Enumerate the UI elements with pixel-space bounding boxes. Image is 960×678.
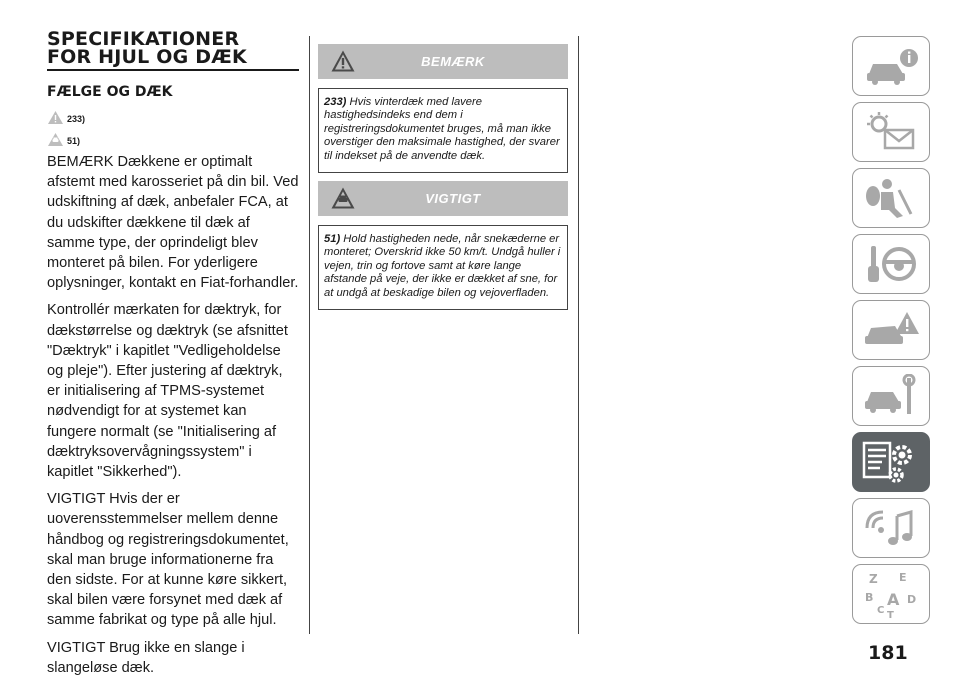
svg-text:A: A [887, 590, 900, 609]
key-steering-wheel-icon [861, 242, 921, 286]
warning-triangle-icon [330, 49, 356, 73]
warning-banner [318, 181, 568, 216]
heading-underline [47, 69, 299, 71]
airbag-seat-icon [861, 176, 921, 220]
warning-box-text: Hold hastigheden nede, når snekæderne er monteret; Overskrid ikke 50 km/t. Undgå huller i vejen, trin og fortove samt at køre lange afstande på veje, der ikke er dækket af sne, for at undgå at beskadige bilen og vejoverfladen. [324, 233, 561, 299]
svg-text:E: E [899, 571, 907, 584]
note-box-text: Hvis vinterdæk med lavere hastighedsindeks end dem i registreringsdokumentet bruges, må man ikke overstiger den maksimale hastighed, der svarer til indekset på de anvendte dæk. [324, 96, 560, 162]
chapter-tab-technical-data[interactable] [852, 432, 930, 492]
warning-triangle-icon [47, 110, 64, 125]
paragraph-1: BEMÆRK Dækkene er optimalt afstemt med karosseriet på din bil. Ved udskiftning af dæk, anbefaler FCA, at du udskifter dækkene til dæk af samme type, der oprindeligt blev monteret på bilen. For yderligere oplysninger, kontakt en Fiat-forhandler. [47, 154, 299, 292]
paragraph-2: Kontrollér mærkaten for dæktryk, for dækstørrelse og dæktryk (se afsnittet "Dæktryk" i kapitlet "Vedligeholdelse og pleje"). Efter justering af dæktryk, er initialisering af TPMS-systemet nødvendigt for at systemet kan fungere normalt (se "Initialisering af dæktryksovervågningssystem" i kapitlet "Sikkerhed"). [47, 302, 288, 481]
note-reference [47, 103, 299, 125]
chapter-tab-maintenance[interactable] [852, 366, 930, 426]
media-music-icon [861, 506, 921, 550]
chapter-tab-car-info[interactable] [852, 36, 930, 96]
subsection-heading: FÆLGE OG DÆK [47, 84, 173, 100]
section-heading [47, 30, 299, 66]
chapter-tab-index[interactable] [852, 564, 930, 624]
svg-text:T: T [887, 610, 894, 619]
section-heading-line2: FOR HJUL OG DÆK [47, 46, 247, 68]
main-column [47, 30, 299, 678]
note-box [318, 88, 568, 173]
chapter-tab-emergency[interactable] [852, 300, 930, 360]
paragraph-3: VIGTIGT Hvis der er uoverensstemmelser mellem denne håndbog og registreringsdokumentet, skal man bruge informationerne fra den sidste. For at kunne køre sikkert, skal bilen være forsynet med dæk af samme fabrikat og type på alle hjul. [47, 491, 289, 629]
car-service-icon [861, 374, 921, 418]
side-column [318, 44, 568, 310]
page-number: 181 [868, 642, 908, 664]
car-skid-icon [330, 186, 356, 210]
note-reference-number: 233) [67, 114, 86, 124]
warning-reference [47, 125, 299, 147]
chapter-tab-safety[interactable] [852, 168, 930, 228]
alphabetical-index-icon [861, 569, 921, 619]
note-box-number: 233) [324, 96, 347, 108]
paragraph-4: VIGTIGT Brug ikke en slange i slangeløse dæk. [47, 639, 245, 676]
car-info-icon [861, 44, 921, 88]
svg-text:B: B [865, 591, 874, 604]
svg-text:D: D [907, 593, 917, 606]
chapter-tab-dashboard[interactable] [852, 102, 930, 162]
column-divider-left [309, 36, 310, 634]
chapter-tabs [852, 36, 930, 630]
chapter-tab-starting-driving[interactable] [852, 234, 930, 294]
note-banner [318, 44, 568, 79]
car-skid-icon [47, 132, 64, 147]
car-warning-icon [861, 308, 921, 352]
svg-text:Z: Z [869, 572, 878, 586]
chapter-tab-multimedia[interactable] [852, 498, 930, 558]
note-banner-title: BEMÆRK [421, 54, 485, 69]
warning-box [318, 225, 568, 310]
svg-text:C: C [877, 605, 885, 616]
column-divider-right [578, 36, 579, 634]
warning-box-number: 51) [324, 233, 341, 246]
warning-reference-number: 51) [67, 136, 81, 146]
dashboard-lights-icon [861, 110, 921, 154]
warning-banner-title: VIGTIGT [425, 191, 481, 207]
section-heading-line1: SPECIFIKATIONER [47, 28, 240, 50]
specifications-gear-icon [858, 437, 924, 487]
